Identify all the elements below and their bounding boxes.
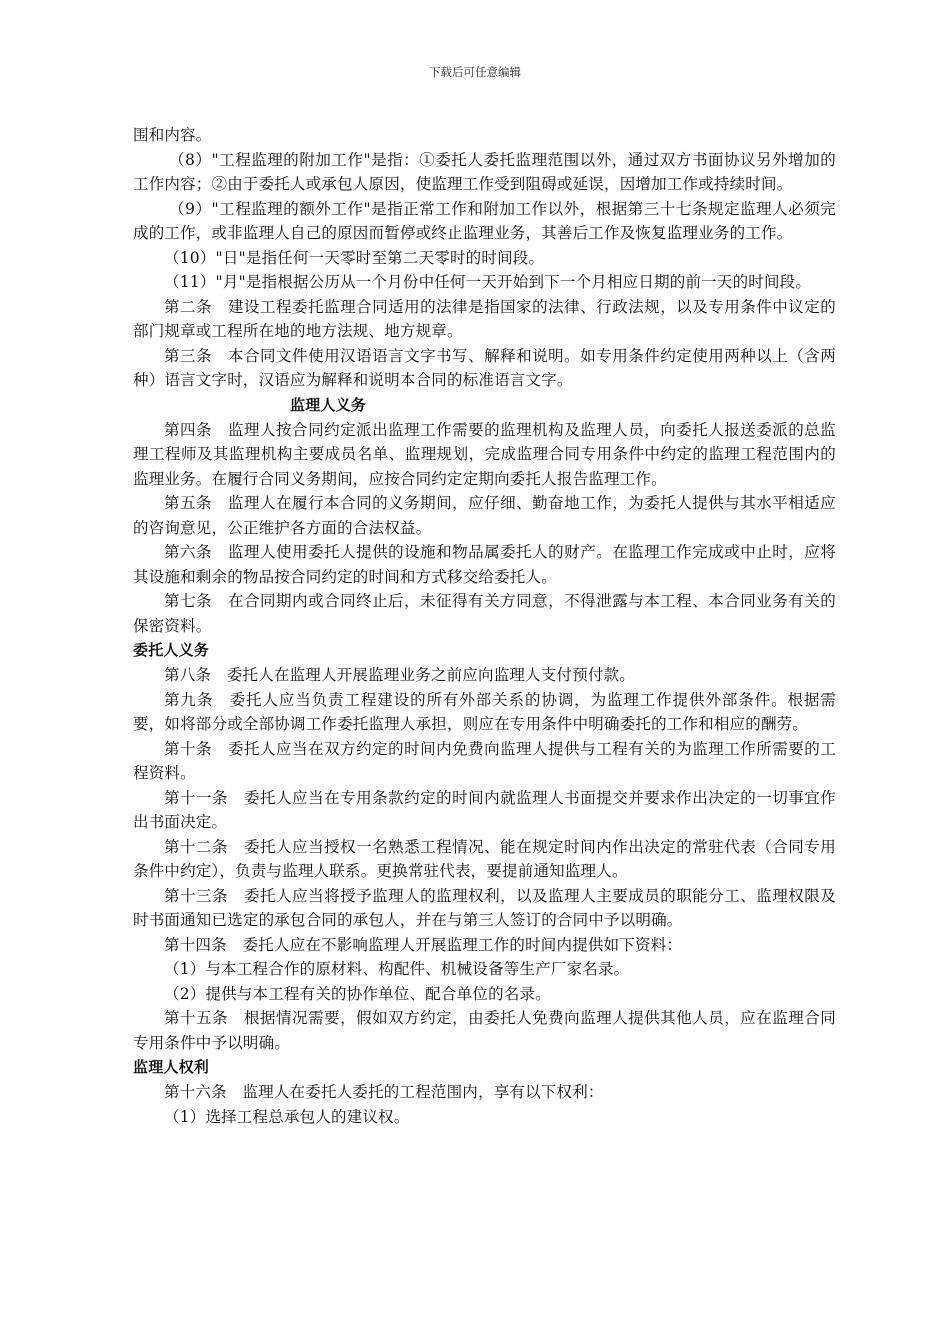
- article-paragraph: 第十四条 委托人应在不影响监理人开展监理工作的时间内提供如下资料：: [164, 935, 683, 954]
- article-paragraph: 第十五条 根据情况需要，假如双方约定，由委托人免费向监理人提供其他人员，应在监理合同专用条件中予以明确。: [133, 1009, 836, 1052]
- article-paragraph: 第十六条 监理人在委托人委托的工程范围内，享有以下权利：: [164, 1083, 604, 1101]
- paragraph: 围和内容。: [133, 126, 212, 144]
- document-body: [133, 123, 836, 1129]
- paragraph: （11）"月"是指根据公历从一个月份中任何一天开始到下一个月相应日期的前一天的时间段。: [164, 273, 812, 291]
- article-paragraph: 第三条 本合同文件使用汉语语言文字书写、解释和说明。如专用条件约定使用两种以上（含两种）语言文字时，汉语应为解释和说明本合同的标准语言文字。: [133, 346, 836, 389]
- section-heading: 监理人权利: [133, 1058, 210, 1076]
- list-item: （1）与本工程合作的原材料、构配件、机械设备等生产厂家名录。: [164, 960, 630, 978]
- paragraph: （9）"工程监理的额外工作"是指正常工作和附加工作以外，根据第三十七条规定监理人必须完成的工作，或非监理人自己的原因而暂停或终止监理业务，其善后工作及恢复监理业务的工作。: [133, 199, 836, 242]
- article-paragraph: 第七条 在合同期内或合同终止后，未征得有关方同意，不得泄露与本工程、本合同业务有关的保密资料。: [133, 592, 836, 635]
- article-paragraph: 第八条 委托人在监理人开展监理业务之前应向监理人支付预付款。: [164, 666, 636, 684]
- article-paragraph: 第二条 建设工程委托监理合同适用的法律是指国家的法律、行政法规，以及专用条件中议定的部门规章或工程所在地的地方法规、地方规章。: [133, 297, 836, 340]
- list-item: （1）选择工程总承包人的建议权。: [164, 1107, 410, 1126]
- list-item: （2）提供与本工程有关的协作单位、配合单位的名录。: [164, 984, 551, 1003]
- article-paragraph: 第九条 委托人应当负责工程建设的所有外部关系的协调，为监理工作提供外部条件。根据需要，如将部分或全部协调工作委托监理人承担，则应在专用条件中明确委托的工作和相应的酬劳。: [133, 690, 836, 733]
- article-paragraph: 第十二条 委托人应当授权一名熟悉工程情况、能在规定时间内作出决定的常驻代表（合同专用条件中约定），负责与监理人联系。更换常驻代表，要提前通知监理人。: [133, 837, 836, 880]
- article-paragraph: 第六条 监理人使用委托人提供的设施和物品属委托人的财产。在监理工作完成或中止时，应将其设施和剩余的物品按合同约定的时间和方式移交给委托人。: [133, 543, 836, 586]
- article-paragraph: 第十三条 委托人应当将授予监理人的监理权利，以及监理人主要成员的职能分工、监理权限及时书面通知已选定的承包合同的承包人，并在与第三人签订的合同中予以明确。: [133, 886, 836, 929]
- article-paragraph: 第四条 监理人按合同约定派出监理工作需要的监理机构及监理人员，向委托人报送委派的总监理工程师及其监理机构主要成员名单、监理规划，完成监理合同专用条件中约定的监理工程范围内的监理业务。在履行合同义务期间，应按合同约定定期向委托人报告监理工作。: [133, 420, 836, 488]
- article-paragraph: 第十条 委托人应当在双方约定的时间内免费向监理人提供与工程有关的为监理工作所需要的工程资料。: [133, 739, 836, 782]
- article-paragraph: 第十一条 委托人应当在专用条款约定的时间内就监理人书面提交并要求作出决定的一切事宜作出书面决定。: [133, 788, 836, 831]
- paragraph: （8）"工程监理的附加工作"是指：①委托人委托监理范围以外，通过双方书面协议另外增加的工作内容；②由于委托人或承包人原因，使监理工作受到阻碍或延误，因增加工作或持续时间。: [133, 150, 836, 193]
- paragraph: （10）"日"是指任何一天零时至第二天零时的时间段。: [164, 248, 545, 267]
- page-header: 下载后可任意编辑: [429, 65, 521, 79]
- section-heading: 委托人义务: [133, 641, 210, 659]
- article-paragraph: 第五条 监理人在履行本合同的义务期间，应仔细、勤奋地工作，为委托人提供与其水平相适应的咨询意见，公正维护各方面的合法权益。: [133, 494, 836, 537]
- section-heading: 监理人义务: [290, 395, 367, 414]
